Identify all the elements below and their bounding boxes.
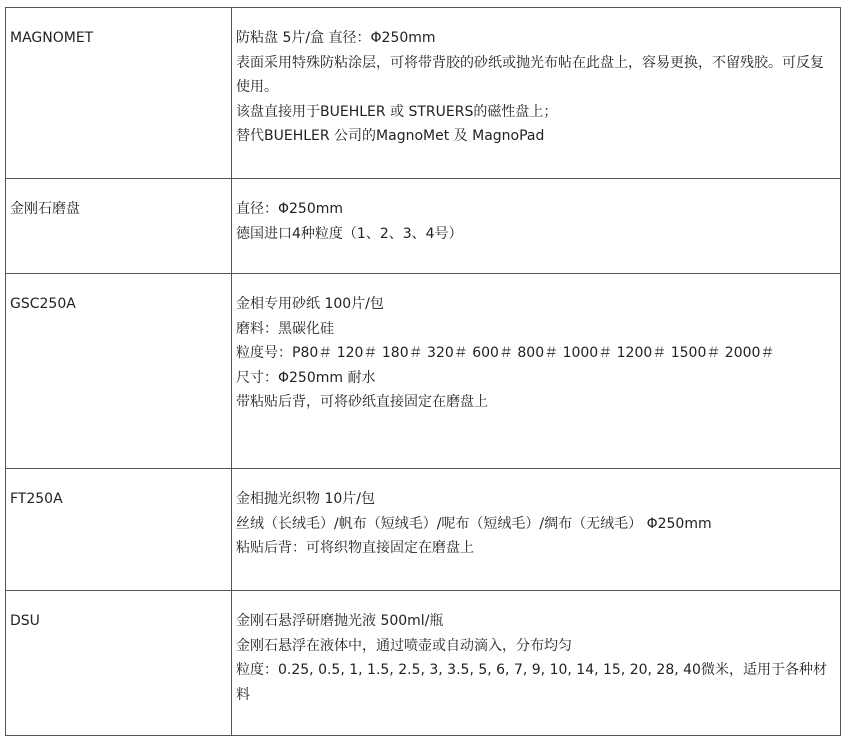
description-line: 防粘盘 5片/盒 直径：Φ250mm [236, 30, 436, 46]
product-description-cell [232, 274, 841, 469]
product-name: DSU [10, 613, 40, 629]
product-spec-table [5, 7, 841, 736]
product-name-cell [6, 179, 232, 274]
description-line: 直径：Φ250mm [236, 201, 344, 217]
table-row-diamond-disc [6, 179, 841, 274]
product-description-cell [232, 591, 841, 736]
description-line: 尺寸：Φ250mm 耐水 [236, 369, 376, 386]
description-line: 带粘贴后背，可将砂纸直接固定在磨盘上 [236, 394, 488, 410]
product-name-cell [6, 469, 232, 591]
table-row-dsu [6, 591, 841, 736]
table-row-ft250a [6, 469, 841, 591]
product-name-cell [6, 8, 232, 179]
product-description-cell [232, 469, 841, 591]
product-name-cell [6, 591, 232, 736]
table-row-gsc250a [6, 274, 841, 469]
description-line: 替代BUEHLER 公司的MagnoMet 及 MagnoPad [236, 128, 545, 144]
product-name: FT250A [10, 491, 63, 507]
description-line: 表面采用特殊防粘涂层，可将带背胶的砂纸或抛光布帖在此盘上，容易更换，不留残胶。可反复使用。 [236, 54, 824, 95]
description-line: 金刚石悬浮研磨抛光液 500ml/瓶 [236, 613, 444, 629]
description-line: 金相抛光织物 10片/包 [236, 491, 375, 507]
description-line: 粒度号：P80＃ 120＃ 180＃ 320＃ 600＃ 800＃ 1000＃ 1200＃ 1500＃ 2000＃ [236, 345, 775, 361]
description-line: 金刚石悬浮在液体中，通过喷壶或自动滴入，分布均匀 [236, 637, 572, 654]
description-line: 德国进口4种粒度（1、2、3、4号） [236, 225, 463, 242]
description-line: 粘贴后背：可将织物直接固定在磨盘上 [236, 540, 474, 556]
table-row-magnomet [6, 8, 841, 179]
product-description-cell [232, 179, 841, 274]
description-line: 粒度：0.25, 0.5, 1, 1.5, 2.5, 3, 3.5, 5, 6, 7, 9, 10, 14, 15, 20, 28, 40微米，适用于各种材料 [236, 662, 827, 703]
product-name: GSC250A [10, 296, 76, 312]
description-line: 磨料：黑碳化硅 [236, 320, 334, 337]
description-line: 金相专用砂纸 100片/包 [236, 296, 384, 312]
product-description-cell [232, 8, 841, 179]
product-name-cell [6, 274, 232, 469]
product-name: 金刚石磨盘 [10, 201, 80, 217]
product-name: MAGNOMET [10, 30, 94, 46]
description-line: 丝绒（长绒毛）/帆布（短绒毛）/呢布（短绒毛）/绸布（无绒毛） Φ250mm [236, 515, 712, 532]
description-line: 该盘直接用于BUEHLER 或 STRUERS的磁性盘上； [236, 103, 558, 120]
